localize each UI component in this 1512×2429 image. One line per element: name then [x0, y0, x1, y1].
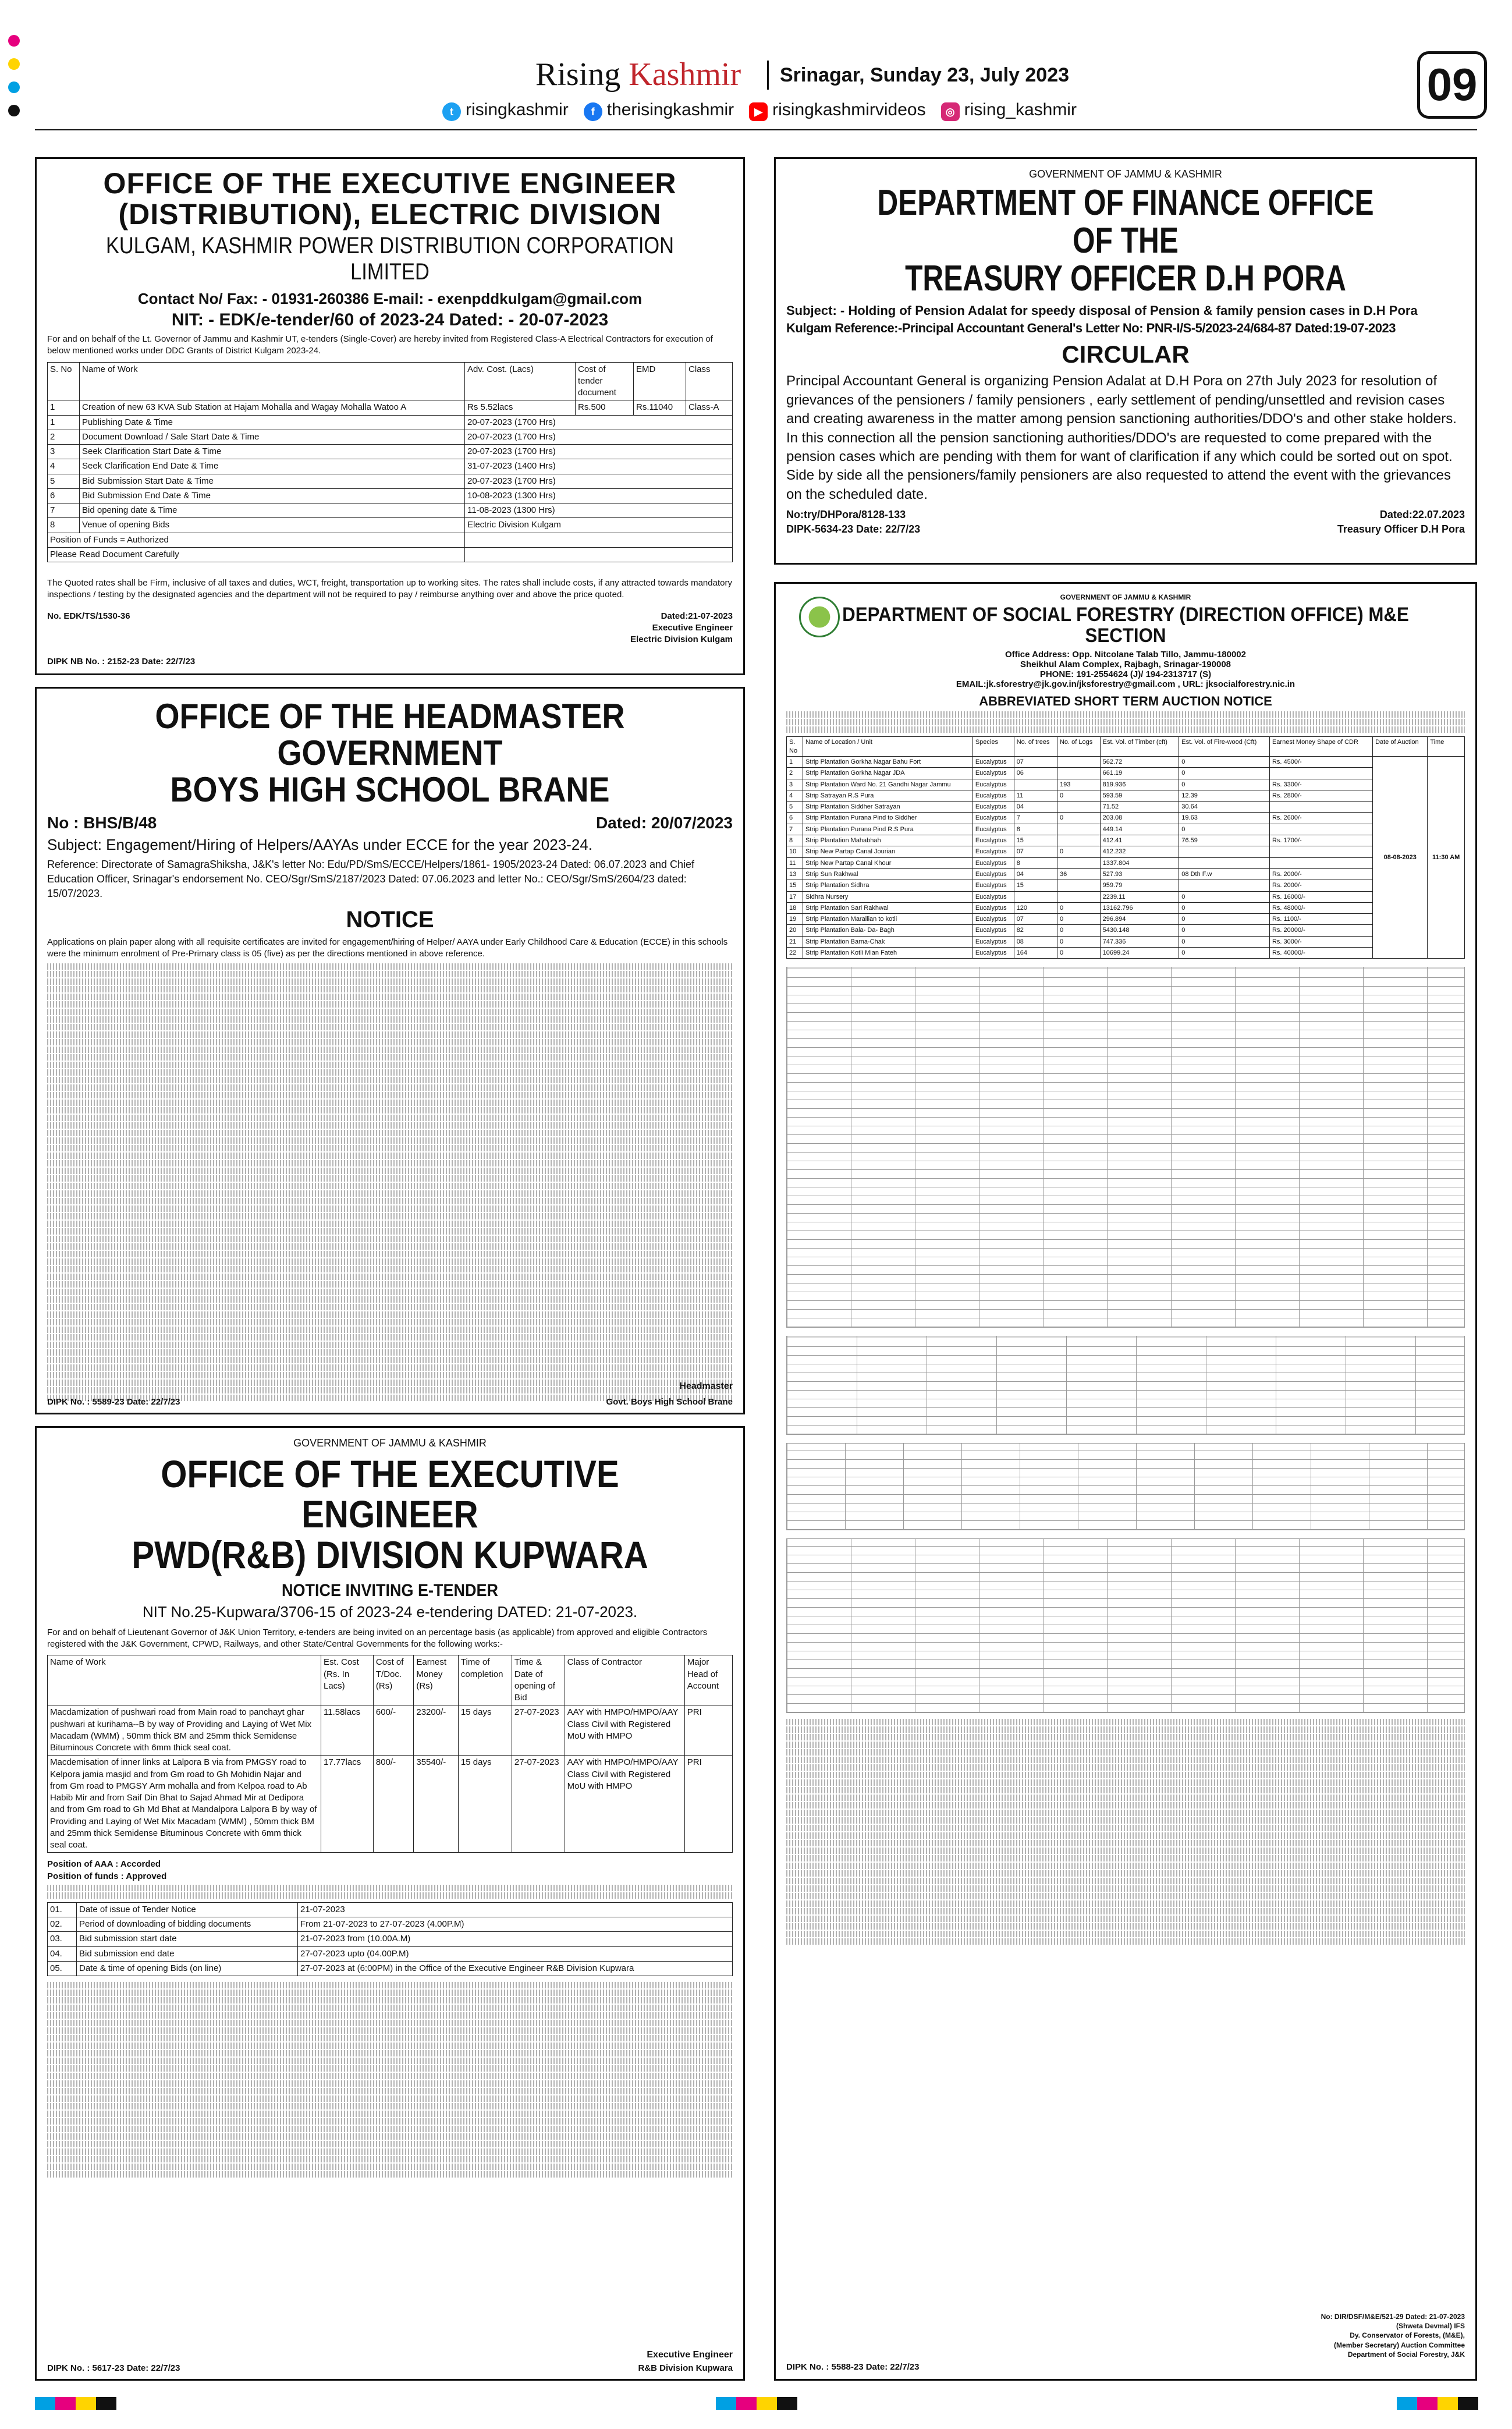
table-row: 17 Sidhra Nursery Eucalyptus 2239.11 0 Rs. 16000/- [787, 891, 1465, 902]
table-row: 5 Bid Submission Start Date & Time 20-07-2023 (1700 Hrs) [48, 474, 733, 488]
ad-title: OFFICE OF THE HEADMASTER GOVERNMENT [155, 697, 625, 772]
works-table: Name of Work Est. Cost (Rs. In Lacs) Cost of T/Doc. (Rs) Earnest Money (Rs) Time of completion Time & Date of opening of Bid Class of Contractor Major Head of Account Macdamization of pushwari road from Main road to panchayt ghar pushwari at kurihama--B by way of Providing and Laying of Wet Mix Macadam (WMM) , 50mm thick BM and 25mm thick Semidense Bituminous Concrete with 6mm thick seal coat. 11.58lacs 600/- 23200/- 15 days 27-07-2023 AAY with HMPO/HMPO/AAY Class Civil with Registered MoU with HMPO PRI Macdemisation of inner links at Lalpora B via from PMGSY road to Kelpora jamia masjid and from Gm road to Gh Mohidin Najar and from Gm road to PMGSY Arm mohalla and from Kelpoa road to Ab Habib Mir and from Saif Din Bhat to Sajad Ahmad Mir at Dedipora and from Gm road to Gh Md Bhat at Mandalpora Lalpora B by way of Providing and Laying of Wet Mix Macadam (WMM) , 50mm thick BM and 25mm thick Semidense Bituminous Concrete with 6mm thick seal coat. 17.77lacs 800/- 35540/- 15 days 27-07-2023 AAY with HMPO/HMPO/AAY Class Civil with Registered MoU with HMPO PRI [47, 1655, 733, 1853]
instagram-icon: ◎ [941, 102, 960, 121]
ad-title: BOYS HIGH SCHOOL BRANE [170, 770, 610, 809]
address-line: Office Address: Opp. Nitcolane Talab Tillo, Jammu-180002 [1005, 650, 1246, 660]
table-row: 22 Strip Plantation Kotli Mian Fateh Eucalyptus 164 0 10699.24 0 Rs. 40000/- [787, 948, 1465, 959]
table-row: 2 Strip Plantation Gorkha Nagar JDA Eucalyptus 06 661.19 0 [787, 768, 1465, 779]
social-link[interactable]: ◎ rising_kashmir [941, 100, 1077, 121]
subject-line: Subject: - Holding of Pension Adalat for speedy disposal of Pension & family pension cases in D.H Pora [786, 303, 1418, 318]
reference-number: No : BHS/B/48 [47, 814, 157, 832]
government-line: GOVERNMENT OF JAMMU & KASHMIR [1029, 168, 1222, 180]
ad-title: OFFICE OF THE EXECUTIVE ENGINEER [161, 1452, 619, 1536]
reference-number: No. EDK/TS/1530-36 [47, 611, 130, 621]
table-row: 3 Seek Clarification Start Date & Time 20-07-2023 (1700 Hrs) [48, 445, 733, 459]
table-row: 15 Strip Plantation Sidhra Eucalyptus 15 959.79 Rs. 2000/- [787, 880, 1465, 891]
table-row: 19 Strip Plantation Marallian to kotli Eucalyptus 07 0 296.894 0 Rs. 1100/- [787, 914, 1465, 925]
ad-title: DEPARTMENT OF SOCIAL FORESTRY (DIRECTION OFFICE) M&E SECTION [842, 604, 1409, 647]
table-row: Please Read Document Carefully [48, 547, 733, 562]
intro-text: For and on behalf of Lieutenant Governor of J&K Union Territory, e-tenders are being invited on an percentage basis (as applicable) from approved and eligible Contractors registered with the J&K Government, CPWD, Railways, and other State/Central Governments for the following works:- [47, 1627, 708, 1650]
government-line: GOVERNMENT OF JAMMU & KASHMIR [1060, 593, 1191, 601]
registration-mark [8, 81, 20, 93]
table-row: 21 Strip Plantation Barna-Chak Eucalyptus 08 0 747.336 0 Rs. 3000/- [787, 936, 1465, 947]
ad-school-brane [35, 687, 745, 1414]
registration-mark [8, 105, 20, 116]
nit-line: NIT No.25-Kupwara/3706-15 of 2023-24 e-tendering DATED: 21-07-2023. [142, 1602, 638, 1620]
table-row: 4 Strip Satrayan R.S Pura Eucalyptus 11 0 593.59 12.39 Rs. 2800/- [787, 790, 1465, 801]
ad-title: (DISTRIBUTION), ELECTRIC DIVISION [118, 197, 662, 231]
signatory: Executive Engineer [647, 2350, 733, 2360]
notice-heading: NOTICE [346, 906, 434, 932]
subject-line: Subject: Engagement/Hiring of Helpers/AAYAs under ECCE for the year 2023-24. [47, 836, 592, 853]
signatory: Treasury Officer D.H Pora [1337, 523, 1465, 536]
dipk-number: DIPK-5634-23 Date: 22/7/23 [786, 523, 921, 536]
dipk-number: DIPK No. : 5617-23 Date: 22/7/23 [47, 2363, 180, 2373]
circular-body: Principal Accountant General is organizing Pension Adalat at D.H Pora on 27th July 2023 for resolution of grievances of the pensioners / family pensioners , early settlement of pending/unsettled and revision cases and creating awareness in the matter among pension sanctioning authorities/DDO's and other stake holders. In this connection all the pension sanctioning authorities/DDO's are requested to come prepared with the pension cases which are pending with them for want of clarification if any which could be sorted out on spot. Side by side all the pensioners/family pensioners are also requested to attend the event with the grievances on the scheduled date. [786, 373, 1457, 502]
table-row: 5 Strip Plantation Siddher Satrayan Eucalyptus 04 71.52 30.64 [787, 802, 1465, 813]
reference-number: No: DIR/DSF/M&E/521-29 Dated: 21-07-2023 [1321, 2313, 1465, 2321]
signatory: Executive Engineer [652, 622, 733, 633]
aaa-position: Position of AAA : Accorded [47, 1859, 161, 1870]
dated: Dated:21-07-2023 [661, 611, 733, 621]
additional-auction-tables [786, 967, 1465, 1713]
works-table: S. No Name of Work Adv. Cost. (Lacs) Cost of tender document EMD Class 1 Creation of new 63 KVA Sub Station at Hajam Mohalla and Wagay Mohalla Watoo A Rs 5.52lacs Rs.500 Rs.11040 Class-A 1 Publishing Date & Time 20-07-2023 (1700 Hrs) 2 Document Download / Sale Start Date & Time 20-07-2023 (1700 Hrs) 3 Seek Clarification Start Date & Time 20-07-2023 (1700 Hrs) 4 Seek Clarification End Date & Time 31-07-2023 (1400 Hrs) 5 Bid Submission Start Date & Time 20-07-2023 (1700 Hrs) 6 Bid Submission End Date & Time 10-08-2023 (1300 Hrs) 7 Bid opening date & Time 11-08-2023 (1300 Hrs) 8 Venue of opening Bids Electric Division Kulgam Position of Funds = Authorized Please Read Document Carefully [47, 362, 733, 563]
table-row: 03. Bid submission start date 21-07-2023 from (10.00A.M) [48, 1932, 733, 1946]
table-row: 10 Strip New Partap Canal Jourian Eucalyptus 07 0 412.232 [787, 846, 1465, 857]
address-line: Sheikhul Alam Complex, Rajbagh, Srinagar-190008 [1020, 659, 1231, 670]
social-link[interactable]: t risingkashmir [442, 100, 569, 121]
signatory-office: Department of Social Forestry, J&K [1347, 2350, 1465, 2359]
table-row: 6 Strip Plantation Purana Pind to Siddher Eucalyptus 7 0 203.08 19.63 Rs. 2600/- [787, 813, 1465, 824]
intro-text: For and on behalf of the Lt. Governor of Jammu and Kashmir UT, e-tenders (Single-Cover) are hereby invited from Registered Class-A Electrical Contractors for execution of below mentioned works under DDC Grants of District Kulgam 2023-24. [47, 334, 713, 356]
table-row: 6 Bid Submission End Date & Time 10-08-2023 (1300 Hrs) [48, 488, 733, 503]
table-row: 7 Strip Plantation Purana Pind R.S Pura Eucalyptus 8 449.14 0 [787, 824, 1465, 835]
ad-social-forestry [774, 582, 1477, 2381]
table-row: Position of Funds = Authorized [48, 533, 733, 547]
table-row: 2 Document Download / Sale Start Date & Time 20-07-2023 (1700 Hrs) [48, 430, 733, 444]
body-text-block [47, 963, 733, 1401]
signatory-office: Govt. Boys High School Brane [606, 1397, 733, 1407]
ad-subtitle: KULGAM, KASHMIR POWER DISTRIBUTION CORPORATION LIMITED [105, 233, 675, 285]
ad-title: PWD(R&B) DIVISION KUPWARA [132, 1533, 648, 1576]
auction-table: S. No Name of Location / Unit Species No. of trees No. of Logs Est. Vol. of Timber (cft) Est. Vol. of Fire-wood (Cft) Earnest Money Shape of CDR Date of Auction Time 1 Strip Plantation Gorkha Nagar Bahu Fort Eucalyptus 07 562.72 0 Rs. 4500/- 08-08-2023 11:30 AM 2 Strip Plantation Gorkha Nagar JDA Eucalyptus 06 661.19 0 3 Strip Plantation Ward No. 21 Gandhi Nagar Jammu Eucalyptus 193 819.936 0 Rs. 3300/- 4 Strip Satrayan R.S Pura Eucalyptus 11 0 593.59 12.39 Rs. 2800/- 5 Strip Plantation Siddher Satrayan Eucalyptus 04 71.52 30.64 6 Strip Plantation Purana Pind to Siddher Eucalyptus 7 0 203.08 19.63 Rs. 2600/- 7 Strip Plantation Purana Pind R.S Pura Eucalyptus 8 449.14 0 8 Strip Plantation Mahabhah Eucalyptus 15 412.41 76.59 Rs. 1700/- 10 Strip New Partap Canal Jourian Eucalyptus 07 0 412.232 11 Strip New Partap Canal Khour Eucalyptus 8 1337.804 13 Strip Sun Rakhwal Eucalyptus 04 36 527.93 08 Dth F.w Rs. 2000/- 15 Strip Plantation Sidhra Eucalyptus 15 959.79 Rs. 2000/- 17 Sidhra Nursery Eucalyptus 2239.11 0 Rs. 16000/- 18 Strip Plantation Sari Rakhwal Eucalyptus 120 0 13162.796 0 Rs. 48000/- 19 Strip Plantation Marallian to kotli Eucalyptus 07 0 296.894 0 Rs. 1100/- 20 Strip Plantation Bala- Da- Bagh Eucalyptus 82 0 5430.148 0 Rs. 20000/- 21 Strip Plantation Barna-Chak Eucalyptus 08 0 747.336 0 Rs. 3000/- 22 Strip Plantation Kotli Mian Fateh Eucalyptus 164 0 10699.24 0 Rs. 40000/- [786, 736, 1465, 959]
table-row: 01. Date of issue of Tender Notice 21-07-2023 [48, 1902, 733, 1917]
social-link[interactable]: ▶ risingkashmirvideos [749, 100, 925, 121]
table-row: 04. Bid submission end date 27-07-2023 upto (04.00P.M) [48, 1946, 733, 1961]
table-row: 1 Publishing Date & Time 20-07-2023 (1700 Hrs) [48, 415, 733, 430]
schedule-table [47, 1902, 733, 1976]
table-row: 05. Date & time of opening Bids (on line) 27-07-2023 at (6:00PM) in the Office of the Executive Engineer R&B Division Kupwara [48, 1961, 733, 1976]
table-row: 8 Venue of opening Bids Electric Division Kulgam [48, 518, 733, 533]
issue-date: Srinagar, Sunday 23, July 2023 [780, 64, 1070, 86]
social-links [442, 100, 1077, 121]
table-row: 1 Strip Plantation Gorkha Nagar Bahu Fort Eucalyptus 07 562.72 0 Rs. 4500/- 08-08-2023 11:30 AM [787, 756, 1465, 767]
contact-line: Contact No/ Fax: - 01931-260386 E-mail: - exenpddkulgam@gmail.com [137, 290, 643, 307]
email-line: EMAIL:jk.sforestry@jk.gov.in/jksforestry@gmail.com , URL: jksocialforestry.nic.in [956, 679, 1296, 690]
table-row: 8 Strip Plantation Mahabhah Eucalyptus 15 412.41 76.59 Rs. 1700/- [787, 835, 1465, 846]
nit-heading: NOTICE INVITING E-TENDER [281, 1580, 499, 1600]
twitter-icon: t [442, 102, 461, 121]
notice-heading: ABBREVIATED SHORT TERM AUCTION NOTICE [979, 694, 1272, 709]
registration-mark [8, 58, 20, 70]
ad-pwd-kupwara [35, 1426, 745, 2381]
dated: Dated:22.07.2023 [1379, 509, 1465, 521]
ad-title: DEPARTMENT OF FINANCE OFFICE OF THE [877, 183, 1374, 261]
funds-position: Position of funds : Approved [47, 1871, 167, 1881]
table-row: 4 Seek Clarification End Date & Time 31-07-2023 (1400 Hrs) [48, 459, 733, 474]
dipk-number: DIPK No. : 5589-23 Date: 22/7/23 [47, 1397, 180, 1407]
table-row: 7 Bid opening date & Time 11-08-2023 (1300 Hrs) [48, 503, 733, 518]
registration-mark [8, 35, 20, 47]
dipk-number: DIPK NB No. : 2152-23 Date: 22/7/23 [47, 656, 196, 666]
table-row: 11 Strip New Partap Canal Khour Eucalyptus 8 1337.804 [787, 857, 1465, 868]
table-row: Macdemisation of inner links at Lalpora B via from PMGSY road to Kelpora jamia masjid and from Gm road to Gh Mohidin Najar and from Gm road to PMGSY Arm mohalla and from Kelpoa road to Ab Habib Mir and from Saif Din Bhat to Sajad Ahmad Mir at Dedipora and from Gm road to Gh Md Bhat at Mandalpora Lalpora B by way of Providing and Laying of Wet Mix Macadam (WMM) , 50mm thick BM and 25mm thick Semidense Bituminous Concrete with 6mm thick seal coat. 17.77lacs 800/- 35540/- 15 days 27-07-2023 AAY with HMPO/HMPO/AAY Class Civil with Registered MoU with HMPO PRI [48, 1756, 733, 1853]
youtube-icon: ▶ [749, 102, 768, 121]
signatory-title: Dy. Conservator of Forests, (M&E), [1350, 2331, 1465, 2340]
ad-title: TREASURY OFFICER D.H PORA [905, 258, 1346, 299]
reference-line: Reference: Directorate of SamagraShiksha, J&K's letter No: Edu/PD/SmS/ECCE/Helpers/1861- 1905/2023-24 Dated: 06.07.2023 and Chief Education Officer, Srinagar's endorsement No. CEO/Sgr/SmS/2187/2023 Dated: 07.06.2023 and letter No.: CEO/Sgr/SmS/2604/23 dated: 15/07/2023. [47, 859, 695, 900]
nit-line: NIT: - EDK/e-tender/60 of 2023-24 Dated: - 20-07-2023 [171, 310, 609, 329]
facebook-icon: f [584, 102, 602, 121]
table-row: 20 Strip Plantation Bala- Da- Bagh Eucalyptus 82 0 5430.148 0 Rs. 20000/- [787, 925, 1465, 936]
color-bar [716, 2397, 797, 2410]
ad-kulgam-electric [35, 157, 745, 675]
signatory-office: Electric Division Kulgam [630, 634, 733, 644]
masthead-logo: Rising Kashmir [535, 56, 741, 93]
table-row: 3 Strip Plantation Ward No. 21 Gandhi Nagar Jammu Eucalyptus 193 819.936 0 Rs. 3300/- [787, 779, 1465, 790]
table-row: 1 Creation of new 63 KVA Sub Station at Hajam Mohalla and Wagay Mohalla Watoo A Rs 5.52lacs Rs.500 Rs.11040 Class-A [48, 400, 733, 415]
ad-treasury-dhpora [774, 157, 1477, 565]
reference-number: No:try/DHPora/8128-133 [786, 509, 906, 521]
signatory: (Shweta Devmal) IFS [1396, 2322, 1465, 2331]
government-line: GOVERNMENT OF JAMMU & KASHMIR [293, 1437, 487, 1449]
terms-text-block [47, 1982, 733, 2178]
terms-text: The Quoted rates shall be Firm, inclusive of all taxes and duties, WCT, freight, transportation up to working sites. The rates shall include costs, if any attracted towards mandatory inspections / testing by the designated agencies and the department will not be required to pay / reimburse anything over and above the price quoted. [47, 578, 732, 600]
table-row: Macdamization of pushwari road from Main road to panchayt ghar pushwari at kurihama--B by way of Providing and Laying of Wet Mix Macadam (WMM) , 50mm thick BM and 25mm thick Semidense Bituminous Concrete with 6mm thick seal coat. 11.58lacs 600/- 23200/- 15 days 27-07-2023 AAY with HMPO/HMPO/AAY Class Civil with Registered MoU with HMPO PRI [48, 1705, 733, 1756]
table-row: 18 Strip Plantation Sari Rakhwal Eucalyptus 120 0 13162.796 0 Rs. 48000/- [787, 902, 1465, 913]
social-link[interactable]: f therisingkashmir [584, 100, 734, 121]
color-bar [35, 2397, 116, 2410]
signatory-role: (Member Secretary) Auction Committee [1334, 2341, 1465, 2349]
terms-text-block [786, 1719, 1465, 1945]
phone-line: PHONE: 191-2554624 (J)/ 194-2313717 (S) [1039, 669, 1212, 680]
signatory: Headmaster [679, 1381, 733, 1391]
page-number: 09 [1417, 51, 1487, 119]
table-row: 13 Strip Sun Rakhwal Eucalyptus 04 36 527.93 08 Dth F.w Rs. 2000/- [787, 868, 1465, 880]
signatory-office: R&B Division Kupwara [638, 2363, 733, 2373]
table-row: 02. Period of downloading of bidding documents From 21-07-2023 to 27-07-2023 (4.00P.M) [48, 1917, 733, 1932]
dated: Dated: 20/07/2023 [595, 814, 733, 832]
ad-title: OFFICE OF THE EXECUTIVE ENGINEER [103, 167, 677, 200]
dipk-number: DIPK No. : 5588-23 Date: 22/7/23 [786, 2361, 920, 2372]
notice-body: Applications on plain paper along with all requisite certificates are invited for engagement/hiring of Helper/ AAYA under Early Childhood Care & Education (ECCE) in this schools were the minimum enrolment of Pre-Primary class is 05 (five) as per the directions mentioned in above reference. [47, 937, 728, 959]
circular-heading: CIRCULAR [1062, 341, 1190, 368]
color-bar [1397, 2397, 1478, 2410]
reference-line: Kulgam Reference:-Principal Accountant General's Letter No: PNR-I/S-5/2023-24/684-87 Dated:19-07-2023 [786, 321, 1396, 336]
